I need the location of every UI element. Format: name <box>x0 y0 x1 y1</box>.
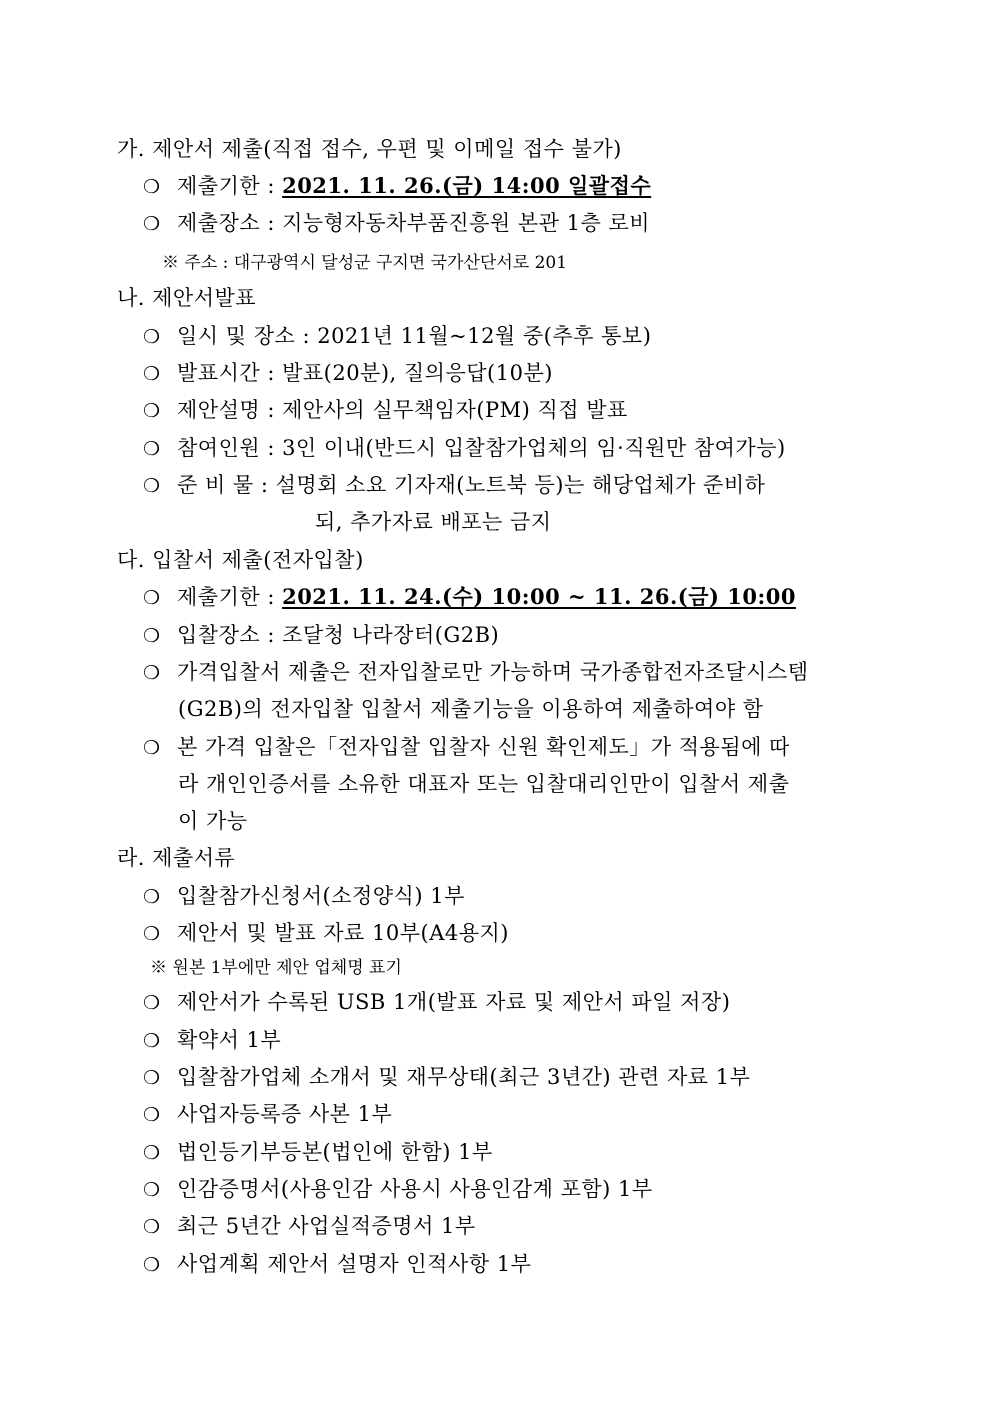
section-b-presenter <box>143 395 628 425</box>
place-text: 제출장소 : 지능형자동차부품진흥원 본관 1층 로비 <box>177 211 651 235</box>
bullet-icon: ❍ <box>143 1142 161 1164</box>
doc-text: 사업자등록증 사본 1부 <box>177 1102 393 1126</box>
bullet-icon: ❍ <box>143 1179 161 1201</box>
bullet-icon: ❍ <box>143 1216 161 1238</box>
bullet-icon: ❍ <box>143 625 161 647</box>
doc-item-3 <box>143 987 730 1017</box>
section-b-heading: 나. 제안서발표 <box>117 286 257 310</box>
doc-text: 최근 5년간 사업실적증명서 1부 <box>177 1214 476 1238</box>
bullet-icon: ❍ <box>143 400 161 422</box>
doc-text: 사업계획 제안서 설명자 인적사항 1부 <box>177 1252 532 1276</box>
doc-text: 입찰참가신청서(소정양식) 1부 <box>177 884 465 908</box>
bullet-icon: ❍ <box>143 1067 161 1089</box>
section-b-duration <box>143 358 553 388</box>
bullet-icon: ❍ <box>143 737 161 759</box>
section-c-heading: 다. 입찰서 제출(전자입찰) <box>117 548 364 572</box>
section-c-price-bid <box>143 657 809 687</box>
date-place-text: 일시 및 장소 : 2021년 11월~12월 중(추후 통보) <box>177 324 652 348</box>
cert-line2: 라 개인인증서를 소유한 대표자 또는 입찰대리인만이 입찰서 제출 <box>178 772 790 796</box>
bullet-icon: ❍ <box>143 1254 161 1276</box>
section-a-place <box>143 208 650 238</box>
cert-line1: 본 가격 입찰은「전자입찰 입찰자 신원 확인제도」가 적용됨에 따 <box>177 735 790 759</box>
doc-text: 인감증명서(사용인감 사용시 사용인감계 포함) 1부 <box>177 1177 653 1201</box>
bullet-icon: ❍ <box>143 176 161 198</box>
bullet-icon: ❍ <box>143 213 161 235</box>
doc-item-6 <box>143 1099 392 1129</box>
doc-text: 확약서 1부 <box>177 1028 282 1052</box>
section-a-deadline <box>143 171 651 201</box>
bullet-icon: ❍ <box>143 992 161 1014</box>
doc-item-10 <box>143 1249 531 1279</box>
equipment-line1: 준 비 물 : 설명회 소요 기자재(노트북 등)는 해당업체가 준비하 <box>177 473 766 497</box>
bullet-icon: ❍ <box>143 1104 161 1126</box>
duration-text: 발표시간 : 발표(20분), 질의응답(10분) <box>177 361 553 385</box>
section-d-heading: 라. 제출서류 <box>117 846 236 870</box>
section-b-equipment <box>143 470 765 500</box>
bullet-icon: ❍ <box>143 923 161 945</box>
bullet-icon: ❍ <box>143 363 161 385</box>
deadline-label: 제출기한 : <box>177 174 283 198</box>
section-c-deadline <box>143 582 796 612</box>
doc-item-8 <box>143 1174 653 1204</box>
doc-text: 제안서가 수록된 USB 1개(발표 자료 및 제안서 파일 저장) <box>177 990 731 1014</box>
doc-item-4 <box>143 1025 281 1055</box>
address-note: ※ 주소 : 대구광역시 달성군 구지면 국가산단서로 201 <box>162 253 568 273</box>
doc-item-9 <box>143 1211 476 1241</box>
deadline-label: 제출기한 : <box>177 585 283 609</box>
doc-item-7 <box>143 1137 493 1167</box>
section-b-attendees <box>143 433 786 463</box>
doc-text: 법인등기부등본(법인에 한함) 1부 <box>177 1140 493 1164</box>
cert-line3: 이 가능 <box>178 809 248 833</box>
doc-item-1 <box>143 881 465 911</box>
bullet-icon: ❍ <box>143 886 161 908</box>
bullet-icon: ❍ <box>143 475 161 497</box>
doc2-note: ※ 원본 1부에만 제안 업체명 표기 <box>150 958 402 978</box>
bid-place-text: 입찰장소 : 조달청 나라장터(G2B) <box>177 623 500 647</box>
doc-text: 제안서 및 발표 자료 10부(A4용지) <box>177 921 509 945</box>
section-a-heading: 가. 제안서 제출(직접 접수, 우편 및 이메일 접수 불가) <box>117 137 622 161</box>
equipment-line2: 되, 추가자료 배포는 금지 <box>315 510 552 534</box>
bullet-icon: ❍ <box>143 662 161 684</box>
deadline-value: 2021. 11. 24.(수) 10:00 ~ 11. 26.(금) 10:00 <box>282 584 796 609</box>
price-bid-line1: 가격입찰서 제출은 전자입찰로만 가능하며 국가종합전자조달시스템 <box>177 660 809 684</box>
bullet-icon: ❍ <box>143 438 161 460</box>
doc-item-5 <box>143 1062 750 1092</box>
doc-item-2 <box>143 918 509 948</box>
section-c-cert <box>143 732 790 762</box>
deadline-value: 2021. 11. 26.(금) 14:00 일괄접수 <box>282 173 652 198</box>
bullet-icon: ❍ <box>143 587 161 609</box>
price-bid-line2: (G2B)의 전자입찰 입찰서 제출기능을 이용하여 제출하여야 함 <box>178 697 764 721</box>
bullet-icon: ❍ <box>143 1030 161 1052</box>
presenter-text: 제안설명 : 제안사의 실무책임자(PM) 직접 발표 <box>177 398 628 422</box>
section-b-date-place <box>143 321 651 351</box>
bullet-icon: ❍ <box>143 326 161 348</box>
attendees-text: 참여인원 : 3인 이내(반드시 입찰참가업체의 임·직원만 참여가능) <box>177 436 786 460</box>
section-c-place <box>143 620 499 650</box>
doc-text: 입찰참가업체 소개서 및 재무상태(최근 3년간) 관련 자료 1부 <box>177 1065 751 1089</box>
